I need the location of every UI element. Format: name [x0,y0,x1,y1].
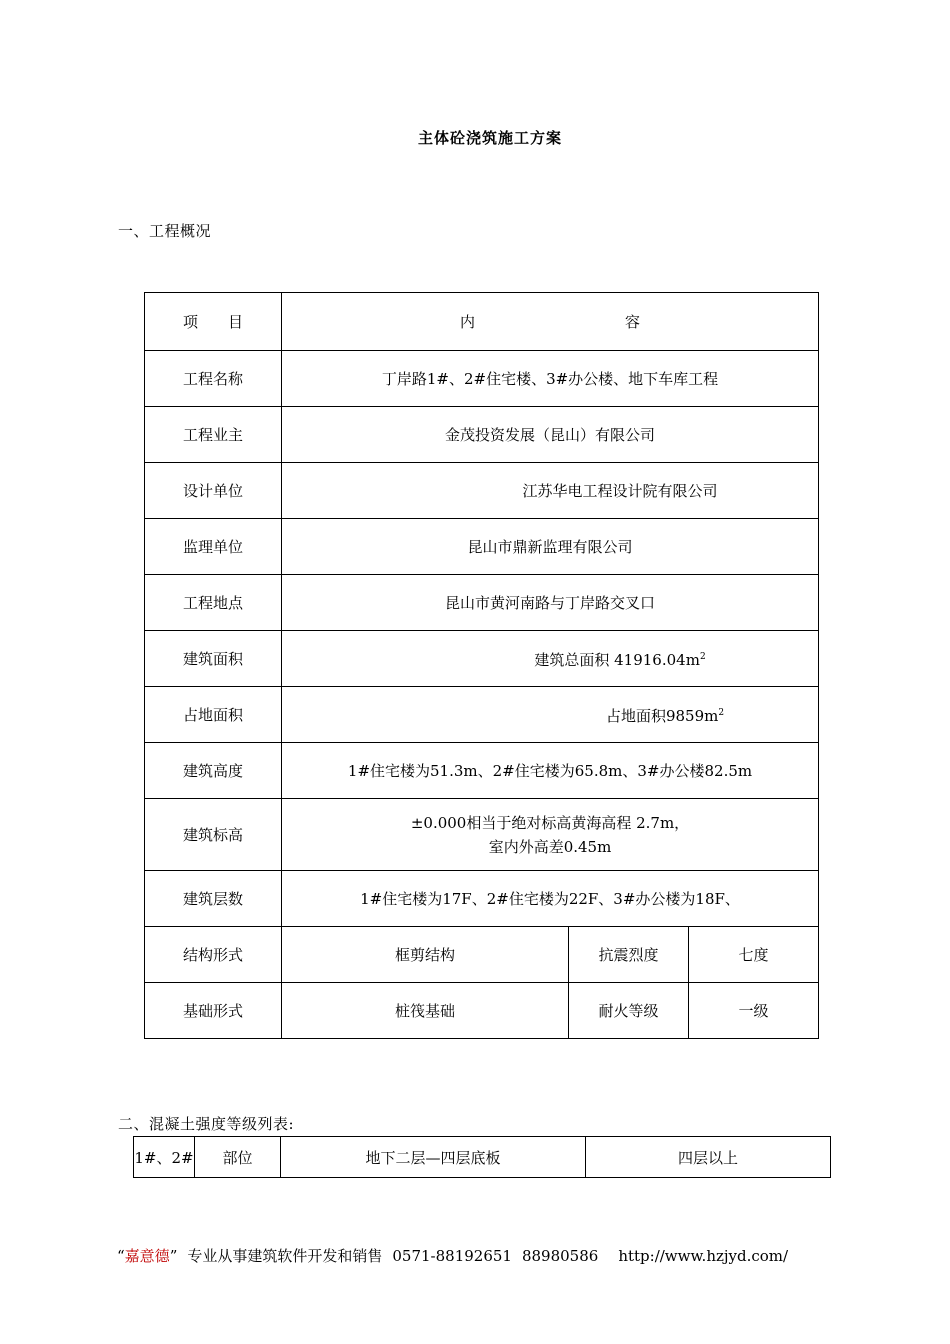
elevation-line-2: 室内外高差0.45m [488,837,612,856]
table-row [145,407,819,463]
row-label: 建筑面积 [145,631,282,687]
land-area-text: 占地面积9859m [605,707,719,725]
superscript: 2 [718,708,725,718]
brand-name: 嘉意德 [124,1247,170,1265]
row-label: 建筑层数 [145,871,282,927]
table-row [145,519,819,575]
table-row [145,799,819,871]
table-row [145,871,819,927]
row-label: 工程名称 [145,351,282,407]
quote-close: ” [169,1247,178,1265]
row-value: 1#住宅楼为51.3m、2#住宅楼为65.8m、3#办公楼82.5m [282,743,819,799]
header-content: 内 容 [282,293,819,351]
table-row [145,575,819,631]
table-row [145,463,819,519]
table-row [145,743,819,799]
row-value [282,687,819,743]
row-value: 框剪结构 [282,927,569,983]
row-value-2: 一级 [689,983,819,1039]
row-value: 昆山市黄河南路与丁岸路交叉口 [282,575,819,631]
section-heading-concrete-grades: 二、混凝土强度等级列表: [118,1115,295,1133]
header-item: 项 目 [145,293,282,351]
page-footer [117,1245,788,1266]
quote-open: “ [117,1247,125,1265]
elevation-line-1: ±0.000相当于绝对标高黄海高程 2.7m， [410,813,690,832]
footer-phone-1: 0571-88192651 [392,1247,512,1265]
row-value: 1#住宅楼为17F、2#住宅楼为22F、3#办公楼为18F、 [282,871,819,927]
row-label: 设计单位 [145,463,282,519]
row-label: 基础形式 [145,983,282,1039]
footer-url-link[interactable]: http://www.hzjyd.com/ [618,1247,789,1265]
row-label: 监理单位 [145,519,282,575]
footer-phone-2: 88980586 [521,1247,599,1265]
row-label: 工程地点 [145,575,282,631]
row-value [282,799,819,871]
footer-text: 专业从事建筑软件开发和销售 [187,1247,383,1265]
row-value-2: 七度 [689,927,819,983]
row-value [282,631,819,687]
row-label: 建筑标高 [145,799,282,871]
row-label: 占地面积 [145,687,282,743]
table-row [145,983,819,1039]
table-row [145,351,819,407]
row-label: 建筑高度 [145,743,282,799]
project-overview-table [144,292,819,1039]
range-cell-1: 地下二层—四层底板 [281,1137,586,1178]
row-value: 桩筏基础 [282,983,569,1039]
section-heading-overview: 一、工程概况 [118,222,212,240]
table-row [145,927,819,983]
table-row [134,1137,831,1178]
row-value: 金茂投资发展（昆山）有限公司 [282,407,819,463]
row-label-2: 耐火等级 [569,983,689,1039]
area-total-text: 建筑总面积 41916.04m [534,651,700,669]
page-title: 主体砼浇筑施工方案 [417,129,562,147]
row-value: 昆山市鼎新监理有限公司 [282,519,819,575]
table-header-row [145,293,819,351]
row-value: 江苏华电工程设计院有限公司 [282,463,819,519]
building-cell: 1#、2# [134,1137,195,1178]
table-row [145,687,819,743]
row-label: 工程业主 [145,407,282,463]
row-value: 丁岸路1#、2#住宅楼、3#办公楼、地下车库工程 [282,351,819,407]
row-label: 结构形式 [145,927,282,983]
superscript: 2 [699,652,706,662]
location-cell: 部位 [195,1137,281,1178]
concrete-grade-table [133,1136,831,1178]
table-row [145,631,819,687]
row-label-2: 抗震烈度 [569,927,689,983]
range-cell-2: 四层以上 [586,1137,831,1178]
